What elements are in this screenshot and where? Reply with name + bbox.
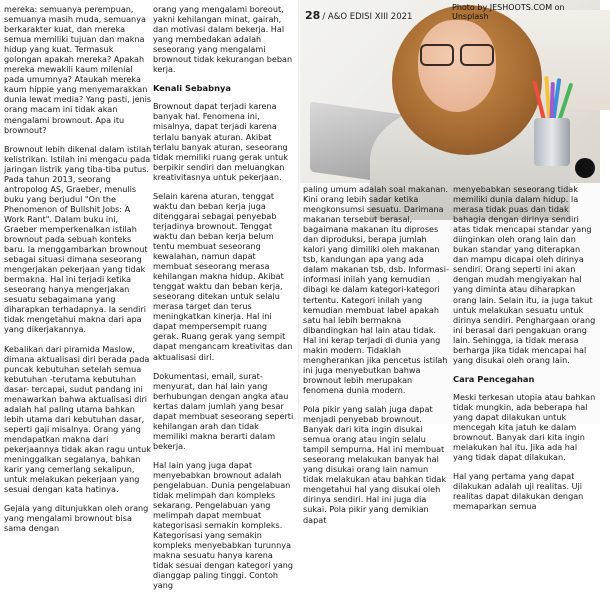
paragraph: menyebabkan seseorang tidak memiliki dunia dalam hidup. Ia merasa tidak puas dan tidak bahagia dengan dirinya sendiri atas tidak mencapai standar yang diinginkan oleh orang lain dan bukan standar yang diterapkan dan mampu dicapai oleh dirinya sendiri. Orang seperti ini akan dengan mudah mengiyakan hal yang diminta atau diharapkan orang lain. Selain itu, ia juga takut untuk melakukan sesuatu untuk dirinya sendiri. Penghargaan orang ini berasal dari pengakuan orang lain. Sehingga, ia tidak merasa berharga jika tidak mencapai hal yang disukai oleh orang lain. xyxy=(453,184,596,365)
paragraph: paling umum adalah soal makanan. Kini orang lebih sadar ketika mengkonsumsi sesuatu. Darimana makanan tersebut berasal, bagaimana makanan itu diproses dan diproduksi, berapa jumlah kalori yang dimiliki oleh makanan tsb, kandungan apa yang ada dalam makanan tsb, dsb. Informasi-informasi inilah yang kemudian dibagi ke dalam kategori-kategori tertentu. Kategori inilah yang kemudian membuat label apakah satu hal lebih bermakna dibandingkan hal lain atau tidak. Hal ini kerap terjadi di dunia yang makin modern. Tidaklah mengherankan jika pencetus istilah ini juga menyebutkan bahwa brownout lebih merupakan fenomena dunia modern. xyxy=(303,184,449,395)
right-column-1 xyxy=(303,184,449,534)
left-page xyxy=(0,0,300,591)
section-heading: Kenali Sebabnya xyxy=(153,83,231,94)
paragraph: Meski terkesan utopia atau bahkan tidak mungkin, ada beberapa hal yang dapat dilakukan untuk mencegah kita jatuh ke dalam brownout. Banyak dari kita ingin melakukan hal itu. Jika ada hal yang tidak dapat dilakukan. xyxy=(453,391,596,463)
right-column-2 xyxy=(453,184,597,520)
paragraph: Hal yang pertama yang dapat dilakukan adalah uji realitas. Uji realitas dapat dilakukan dengan memaparkan semua xyxy=(453,471,584,512)
paragraph: Selain karena aturan, tenggat waktu dan beban kerja juga ditenggarai sebagai penyebab terjadinya brownout. Tenggat waktu dan beban kerja belum tentu membuat seseorang kewalahan, namun dapat membuat seseorang merasa kehilangan makna hidup. Akibat tenggat waktu dan beban kerja, seseorang ditekan untuk selalu merasa target dan terus meningkatkan kinerja. Hal ini dapat mempersempit ruang gerak. Ruang gerak yang sempit dapat mengancam kreativitas dan aktualisasi diri. xyxy=(153,190,293,362)
paragraph: Kebalikan dari piramida Maslow, dimana aktualisasi diri berada pada puncak kebutuhan setelah semua kebutuhan -terutama kebutuhan dasar- tercapai, sudut pandang ini menawarkan bahwa aktualisasi diri adalah hal paling utama bahkan lebih utama dari kebutuhan dasar, seperti gaji misalnya. Orang yang mendapatkan makna dari pekerjaannya tidak akan ragu untuk meninggalkan segalanya, bahkan karir yang cemerlang sekalipun, untuk melakukan pekerjaan yang sesuai dengan kata hatinya. xyxy=(4,343,151,495)
black-dot-ornament xyxy=(575,158,595,178)
issue-label xyxy=(305,9,412,22)
glasses-icon xyxy=(420,44,494,64)
issue-edition: / A&O EDISI XIII 2021 xyxy=(322,12,413,22)
pencil-cup-icon xyxy=(534,118,570,166)
paragraph: Brownout dapat terjadi karena banyak hal. Fenomena ini, misalnya, dapat terjadi karena terlalu banyak aturan. Akibat terlalu banyak aturan, seseorang tidak memiliki ruang gerak untuk berpikir sendiri dan meluangkan kreativitasnya untuk pekerjaan. xyxy=(153,101,288,182)
paragraph: Hal lain yang juga dapat menyebabkan brownout adalah pengelabuan. Dunia pengelabuan tidak melimpah dan kompleks sekarang. Pengelabuan yang melimpah dapat membuat kategorisasi semakin kompleks. Kategorisasi yang semakin kompleks menyebabkan turunnya makna sesuatu hanya karena tidak sesuai dengan kategori yang dianggap paling tinggi. Contoh yang xyxy=(153,459,294,591)
section-heading: Cara Pencegahan xyxy=(453,373,535,384)
paragraph: Dokumentasi, email, surat-menyurat, dan hal lain yang berhubungan dengan angka atau kertas dalam jumlah yang besar dapat membuat seseorang seperti kehilangan arah dan tidak memiliki makna berarti dalam bekerja. xyxy=(153,370,294,451)
photo-credit: Photo by JESHOOTS.COM on Unsplash xyxy=(452,3,565,21)
left-column-2 xyxy=(153,4,295,600)
issue-number: 28 xyxy=(305,9,321,22)
paragraph: Brownout lebih dikenal dalam istilah kelistrikan. Istilah ini mengacu pada jaringan listrik yang tiba-tiba putus. Pada tahun 2013, seorang antropolog AS, Graeber, menulis buku yang berjudul "On the Phenomenon of Bullshit Jobs: A Work Rant". Dalam buku ini, Graeber memperkenalkan istilah brownout pada sebuah konteks baru. Ia menggambarkan brownout sebagai situasi dimana seseorang mengerjakan pekerjaan yang tidak bermakna. Hal ini terjadi ketika seseorang hanya mengerjakan sesuatu sebagaimana yang diharapkan terhadapnya. Ia sendiri tidak mengetahui makna dari apa yang dikerjakannya. xyxy=(4,143,152,335)
left-column-1 xyxy=(4,4,152,542)
paragraph: Pola pikir yang salah juga dapat menjadi penyebab brownout. Banyak dari kita ingin disukai semua orang atau ingin selalu tampil sempurna. Hal ini membuat seseorang melakukan banyak hal yang disukai orang lain namun tidak melakukan atau bahkan tidak mengetahui hal yang disukai oleh dirinya sendiri. Hal ini juga dia sukai. Pola pikir yang demikian dapat xyxy=(303,403,447,525)
paragraph: Gejala yang ditunjukkan oleh orang yang mengalami brownout bisa sama dengan xyxy=(4,503,149,534)
woman-with-laptop-photo xyxy=(300,0,600,183)
paragraph: orang yang mengalami boreout, yakni kehilangan minat, gairah, dan motivasi dalam bekerja. Hal yang membedakan adalah seseorang yang mengalami brownout tidak kekurangan beban kerja. xyxy=(153,4,293,75)
paragraph: mereka: semuanya perempuan, semuanya masih muda, semuanya berkarakter kuat, dan mereka semua memiliki tujuan dan makna hidup yang kuat. Termasuk golongan apakah mereka? Apakah mereka mewakili kaum milenial pada umumnya? Ataukah mereka kaum hippie yang menyemarakkan dunia lewat media? Yang pasti, jenis orang macam ini tidak akan mengalami brownout. Apa itu brownout? xyxy=(4,4,152,135)
right-page xyxy=(300,0,600,525)
